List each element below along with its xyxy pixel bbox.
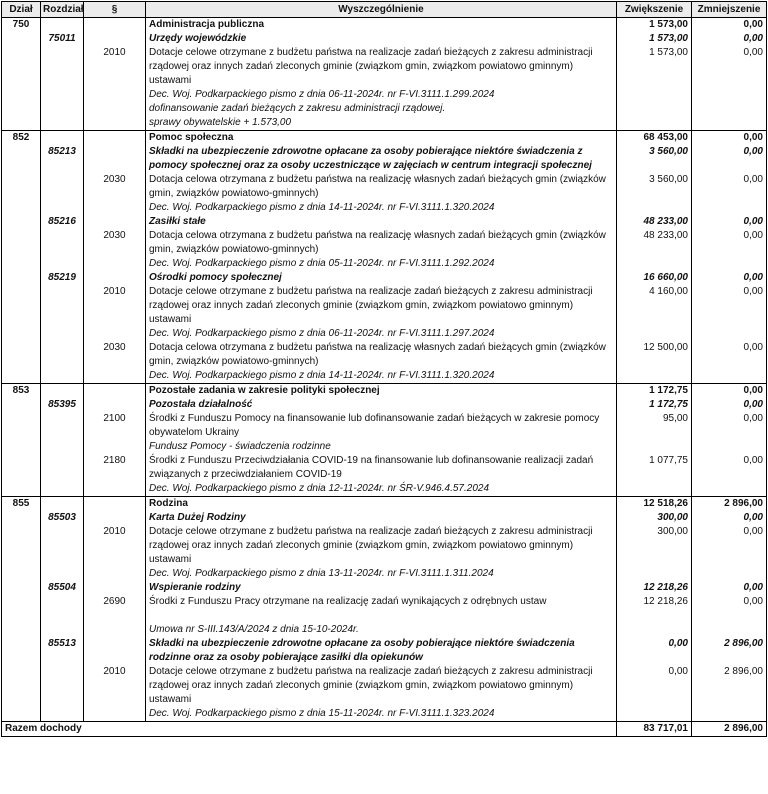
paragraf-row xyxy=(2,595,767,609)
paragraf-decrease: 0,00 xyxy=(692,454,767,482)
note-row xyxy=(2,369,767,384)
paragraf-code: 2180 xyxy=(84,454,146,482)
decrease-cell xyxy=(692,88,767,102)
rozdzial-cell xyxy=(41,665,84,707)
paragraf-decrease: 0,00 xyxy=(692,341,767,369)
rozdzial-cell xyxy=(41,102,84,116)
decrease-cell xyxy=(692,116,767,131)
dzial-cell xyxy=(2,511,41,525)
section-decrease: 0,00 xyxy=(692,18,767,33)
paragraf-cell xyxy=(84,271,146,285)
paragraf-cell xyxy=(84,131,146,146)
decision-note: Dec. Woj. Podkarpackiego pismo z dnia 12-11-2024r. nr ŚR-V.946.4.57.2024 xyxy=(146,482,617,497)
decision-note: Umowa nr S-III.143/A/2024 z dnia 15-10-2024r. xyxy=(146,623,617,637)
total-row xyxy=(2,722,767,737)
dzial-code: 853 xyxy=(2,384,41,399)
rozdzial-increase: 1 573,00 xyxy=(617,32,692,46)
decision-note: Dec. Woj. Podkarpackiego pismo z dnia 14-11-2024r. nr F-VI.3111.1.320.2024 xyxy=(146,369,617,384)
section-increase: 12 518,26 xyxy=(617,497,692,512)
rozdzial-decrease: 0,00 xyxy=(692,215,767,229)
dzial-cell xyxy=(2,665,41,707)
section-row xyxy=(2,497,767,512)
paragraf-cell xyxy=(84,609,146,623)
header-paragraf: § xyxy=(84,2,146,18)
paragraf-cell xyxy=(84,440,146,454)
dzial-cell xyxy=(2,623,41,637)
header-zwiekszenie: Zwiększenie xyxy=(617,2,692,18)
increase-cell xyxy=(617,567,692,581)
rozdzial-decrease: 2 896,00 xyxy=(692,637,767,665)
rozdzial-row xyxy=(2,145,767,173)
rozdzial-cell xyxy=(41,131,84,146)
decision-note: Dec. Woj. Podkarpackiego pismo z dnia 14-11-2024r. nr F-VI.3111.1.320.2024 xyxy=(146,201,617,215)
rozdzial-cell xyxy=(41,201,84,215)
paragraf-cell xyxy=(84,384,146,399)
increase-cell xyxy=(617,88,692,102)
increase-cell xyxy=(617,201,692,215)
dzial-cell xyxy=(2,707,41,722)
header-wyszczegolnienie: Wyszczególnienie xyxy=(146,2,617,18)
rozdzial-title: Wspieranie rodziny xyxy=(146,581,617,595)
rozdzial-cell xyxy=(41,285,84,327)
section-decrease: 2 896,00 xyxy=(692,497,767,512)
dzial-cell xyxy=(2,257,41,271)
note-row xyxy=(2,102,767,116)
section-increase: 1 172,75 xyxy=(617,384,692,399)
paragraf-row xyxy=(2,525,767,567)
paragraf-cell xyxy=(84,18,146,33)
dzial-cell xyxy=(2,173,41,201)
dzial-cell xyxy=(2,88,41,102)
paragraf-cell xyxy=(84,88,146,102)
section-row xyxy=(2,384,767,399)
dzial-cell xyxy=(2,327,41,341)
paragraf-cell xyxy=(84,145,146,173)
note-row xyxy=(2,482,767,497)
paragraf-row xyxy=(2,46,767,88)
increase-cell xyxy=(617,482,692,497)
dzial-code: 750 xyxy=(2,18,41,33)
section-decrease: 0,00 xyxy=(692,131,767,146)
paragraf-code: 2100 xyxy=(84,412,146,440)
note-row xyxy=(2,201,767,215)
table-body xyxy=(2,18,767,737)
increase-cell xyxy=(617,609,692,623)
paragraf-decrease: 2 896,00 xyxy=(692,665,767,707)
rozdzial-row xyxy=(2,215,767,229)
paragraf-increase: 300,00 xyxy=(617,525,692,567)
increase-cell xyxy=(617,369,692,384)
total-decrease: 2 896,00 xyxy=(692,722,767,737)
header-rozdzial: Rozdział xyxy=(41,2,84,18)
paragraf-cell xyxy=(84,32,146,46)
rozdzial-cell xyxy=(41,384,84,399)
dzial-cell xyxy=(2,215,41,229)
rozdzial-cell xyxy=(41,482,84,497)
rozdzial-title: Składki na ubezpieczenie zdrowotne opłacane za osoby pobierające niektóre świadczenia rodzinne oraz za osoby pobierające zasiłki dla opiekunów xyxy=(146,637,617,665)
rozdzial-title: Karta Dużej Rodziny xyxy=(146,511,617,525)
paragraf-cell xyxy=(84,511,146,525)
decrease-cell xyxy=(692,707,767,722)
rozdzial-cell xyxy=(41,567,84,581)
paragraf-code: 2030 xyxy=(84,173,146,201)
rozdzial-increase: 300,00 xyxy=(617,511,692,525)
paragraf-decrease: 0,00 xyxy=(692,595,767,609)
dzial-cell xyxy=(2,398,41,412)
paragraf-decrease: 0,00 xyxy=(692,525,767,567)
paragraf-row xyxy=(2,173,767,201)
rozdzial-increase: 16 660,00 xyxy=(617,271,692,285)
rozdzial-decrease: 0,00 xyxy=(692,271,767,285)
section-title: Pozostałe zadania w zakresie polityki społecznej xyxy=(146,384,617,399)
paragraf-description: Dotacja celowa otrzymana z budżetu państwa na realizację własnych zadań bieżących gmin (związków gmin, związków powiatowo-gminnych) xyxy=(146,229,617,257)
increase-cell xyxy=(617,623,692,637)
paragraf-code: 2010 xyxy=(84,665,146,707)
paragraf-row xyxy=(2,665,767,707)
decision-note: dofinansowanie zadań bieżących z zakresu administracji rządowej. xyxy=(146,102,617,116)
paragraf-decrease: 0,00 xyxy=(692,285,767,327)
rozdzial-title: Pozostała działalność xyxy=(146,398,617,412)
rozdzial-cell xyxy=(41,18,84,33)
paragraf-increase: 1 077,75 xyxy=(617,454,692,482)
rozdzial-code: 75011 xyxy=(41,32,84,46)
header-zmniejszenie: Zmniejszenie xyxy=(692,2,767,18)
increase-cell xyxy=(617,440,692,454)
paragraf-description: Środki z Funduszu Pracy otrzymane na realizację zadań wynikających z odrębnych ustaw xyxy=(146,595,617,609)
paragraf-increase: 48 233,00 xyxy=(617,229,692,257)
decrease-cell xyxy=(692,102,767,116)
rozdzial-cell xyxy=(41,707,84,722)
paragraf-increase: 4 160,00 xyxy=(617,285,692,327)
note-row xyxy=(2,327,767,341)
rozdzial-cell xyxy=(41,595,84,609)
rozdzial-decrease: 0,00 xyxy=(692,398,767,412)
decrease-cell xyxy=(692,257,767,271)
dzial-cell xyxy=(2,145,41,173)
decrease-cell xyxy=(692,440,767,454)
rozdzial-code: 85213 xyxy=(41,145,84,173)
rozdzial-title: Zasiłki stałe xyxy=(146,215,617,229)
rozdzial-title: Ośrodki pomocy społecznej xyxy=(146,271,617,285)
rozdzial-cell xyxy=(41,623,84,637)
rozdzial-code: 85513 xyxy=(41,637,84,665)
paragraf-description: Dotacje celowe otrzymane z budżetu państwa na realizacje zadań bieżących z zakresu administracji rządowej oraz innych zadań zleconych gminie (związkom gmin, związkom powiatowo gminnym) ustawami xyxy=(146,285,617,327)
increase-cell xyxy=(617,327,692,341)
note-row xyxy=(2,440,767,454)
decision-note: Fundusz Pomocy - świadczenia rodzinne xyxy=(146,440,617,454)
rozdzial-decrease: 0,00 xyxy=(692,511,767,525)
rozdzial-decrease: 0,00 xyxy=(692,145,767,173)
rozdzial-code: 85219 xyxy=(41,271,84,285)
increase-cell xyxy=(617,102,692,116)
note-row xyxy=(2,609,767,623)
decision-note: sprawy obywatelskie + 1.573,00 xyxy=(146,116,617,131)
dzial-cell xyxy=(2,341,41,369)
rozdzial-title: Składki na ubezpieczenie zdrowotne opłacane za osoby pobierające niektóre świadczenia z pomocy społecznej oraz za osoby uczestniczące w zajęciach w centrum integracji społecznej xyxy=(146,145,617,173)
rozdzial-cell xyxy=(41,88,84,102)
dzial-cell xyxy=(2,567,41,581)
section-title: Rodzina xyxy=(146,497,617,512)
decision-note: Dec. Woj. Podkarpackiego pismo z dnia 06-11-2024r. nr F-VI.3111.1.299.2024 xyxy=(146,88,617,102)
paragraf-increase: 12 500,00 xyxy=(617,341,692,369)
note-row xyxy=(2,623,767,637)
paragraf-description: Środki z Funduszu Pomocy na finansowanie lub dofinansowanie zadań bieżących w zakresie pomocy obywatelom Ukrainy xyxy=(146,412,617,440)
decrease-cell xyxy=(692,201,767,215)
section-title: Administracja publiczna xyxy=(146,18,617,33)
paragraf-cell xyxy=(84,327,146,341)
dzial-cell xyxy=(2,116,41,131)
paragraf-decrease: 0,00 xyxy=(692,412,767,440)
section-increase: 1 573,00 xyxy=(617,18,692,33)
paragraf-row xyxy=(2,285,767,327)
paragraf-increase: 3 560,00 xyxy=(617,173,692,201)
dzial-cell xyxy=(2,102,41,116)
rozdzial-code: 85216 xyxy=(41,215,84,229)
paragraf-row xyxy=(2,341,767,369)
rozdzial-code: 85395 xyxy=(41,398,84,412)
dzial-cell xyxy=(2,482,41,497)
rozdzial-decrease: 0,00 xyxy=(692,32,767,46)
rozdzial-row xyxy=(2,398,767,412)
rozdzial-cell xyxy=(41,369,84,384)
rozdzial-increase: 0,00 xyxy=(617,637,692,665)
paragraf-decrease: 0,00 xyxy=(692,229,767,257)
section-increase: 68 453,00 xyxy=(617,131,692,146)
rozdzial-cell xyxy=(41,525,84,567)
section-title: Pomoc społeczna xyxy=(146,131,617,146)
dzial-cell xyxy=(2,595,41,609)
total-label: Razem dochody xyxy=(2,722,617,737)
rozdzial-code: 85504 xyxy=(41,581,84,595)
rozdzial-cell xyxy=(41,497,84,512)
dzial-cell xyxy=(2,285,41,327)
note-row xyxy=(2,567,767,581)
paragraf-code: 2690 xyxy=(84,595,146,609)
paragraf-cell xyxy=(84,116,146,131)
rozdzial-decrease: 0,00 xyxy=(692,581,767,595)
decrease-cell xyxy=(692,369,767,384)
paragraf-increase: 0,00 xyxy=(617,665,692,707)
paragraf-code: 2010 xyxy=(84,46,146,88)
paragraf-cell xyxy=(84,497,146,512)
dzial-cell xyxy=(2,369,41,384)
decision-note xyxy=(146,609,617,623)
rozdzial-title: Urzędy wojewódzkie xyxy=(146,32,617,46)
paragraf-cell xyxy=(84,102,146,116)
paragraf-increase: 1 573,00 xyxy=(617,46,692,88)
total-increase: 83 717,01 xyxy=(617,722,692,737)
rozdzial-cell xyxy=(41,257,84,271)
decision-note: Dec. Woj. Podkarpackiego pismo z dnia 05-11-2024r. nr F-VI.3111.1.292.2024 xyxy=(146,257,617,271)
rozdzial-row xyxy=(2,581,767,595)
decision-note: Dec. Woj. Podkarpackiego pismo z dnia 06-11-2024r. nr F-VI.3111.1.297.2024 xyxy=(146,327,617,341)
paragraf-increase: 12 218,26 xyxy=(617,595,692,609)
paragraf-cell xyxy=(84,398,146,412)
rozdzial-cell xyxy=(41,412,84,440)
decrease-cell xyxy=(692,567,767,581)
paragraf-cell xyxy=(84,257,146,271)
rozdzial-cell xyxy=(41,327,84,341)
paragraf-decrease: 0,00 xyxy=(692,46,767,88)
rozdzial-cell xyxy=(41,440,84,454)
increase-cell xyxy=(617,257,692,271)
paragraf-code: 2030 xyxy=(84,341,146,369)
rozdzial-cell xyxy=(41,46,84,88)
section-decrease: 0,00 xyxy=(692,384,767,399)
dzial-cell xyxy=(2,201,41,215)
paragraf-description: Dotacje celowe otrzymane z budżetu państwa na realizacje zadań bieżących z zakresu administracji rządowej oraz innych zadań zleconych gminie (związkom gmin, związkom powiatowo gminnym) ustawami xyxy=(146,46,617,88)
dzial-cell xyxy=(2,440,41,454)
rozdzial-cell xyxy=(41,454,84,482)
rozdzial-row xyxy=(2,271,767,285)
note-row xyxy=(2,257,767,271)
rozdzial-cell xyxy=(41,341,84,369)
dzial-cell xyxy=(2,412,41,440)
paragraf-cell xyxy=(84,581,146,595)
paragraf-description: Środki z Funduszu Przeciwdziałania COVID-19 na finansowanie lub dofinansowanie realizacji zadań związanych z przeciwdziałaniem COVID-19 xyxy=(146,454,617,482)
rozdzial-row xyxy=(2,511,767,525)
rozdzial-code: 85503 xyxy=(41,511,84,525)
rozdzial-row xyxy=(2,637,767,665)
decision-note: Dec. Woj. Podkarpackiego pismo z dnia 13-11-2024r. nr F-VI.3111.1.311.2024 xyxy=(146,567,617,581)
paragraf-cell xyxy=(84,567,146,581)
dzial-code: 855 xyxy=(2,497,41,512)
paragraf-row xyxy=(2,229,767,257)
rozdzial-cell xyxy=(41,609,84,623)
decrease-cell xyxy=(692,609,767,623)
decision-note: Dec. Woj. Podkarpackiego pismo z dnia 15-11-2024r. nr F-VI.3111.1.323.2024 xyxy=(146,707,617,722)
dzial-cell xyxy=(2,581,41,595)
section-row xyxy=(2,18,767,33)
paragraf-row xyxy=(2,454,767,482)
paragraf-row xyxy=(2,412,767,440)
paragraf-decrease: 0,00 xyxy=(692,173,767,201)
rozdzial-increase: 48 233,00 xyxy=(617,215,692,229)
paragraf-cell xyxy=(84,201,146,215)
rozdzial-increase: 1 172,75 xyxy=(617,398,692,412)
rozdzial-cell xyxy=(41,229,84,257)
increase-cell xyxy=(617,707,692,722)
note-row xyxy=(2,116,767,131)
dzial-cell xyxy=(2,609,41,623)
paragraf-description: Dotacja celowa otrzymana z budżetu państwa na realizację własnych zadań bieżących gmin (związków gmin, związków powiatowo-gminnych) xyxy=(146,173,617,201)
decrease-cell xyxy=(692,482,767,497)
dzial-cell xyxy=(2,229,41,257)
section-row xyxy=(2,131,767,146)
rozdzial-row xyxy=(2,32,767,46)
header-dzial: Dział xyxy=(2,2,41,18)
paragraf-cell xyxy=(84,623,146,637)
paragraf-cell xyxy=(84,482,146,497)
decrease-cell xyxy=(692,623,767,637)
note-row xyxy=(2,707,767,722)
budget-table xyxy=(1,1,767,737)
dzial-cell xyxy=(2,454,41,482)
increase-cell xyxy=(617,116,692,131)
note-row xyxy=(2,88,767,102)
dzial-code: 852 xyxy=(2,131,41,146)
paragraf-increase: 95,00 xyxy=(617,412,692,440)
paragraf-cell xyxy=(84,637,146,665)
paragraf-description: Dotacje celowe otrzymane z budżetu państwa na realizacje zadań bieżących z zakresu administracji rządowej oraz innych zadań zleconych gminie (związkom gmin, związkom powiatowo gminnym) ustawami xyxy=(146,665,617,707)
paragraf-cell xyxy=(84,369,146,384)
rozdzial-increase: 12 218,26 xyxy=(617,581,692,595)
table-header-row xyxy=(2,2,767,18)
paragraf-cell xyxy=(84,707,146,722)
paragraf-cell xyxy=(84,215,146,229)
paragraf-description: Dotacje celowe otrzymane z budżetu państwa na realizacje zadań bieżących z zakresu administracji rządowej oraz innych zadań zleconych gminie (związkom gmin, związkom powiatowo gminnym) ustawami xyxy=(146,525,617,567)
paragraf-code: 2010 xyxy=(84,285,146,327)
decrease-cell xyxy=(692,327,767,341)
dzial-cell xyxy=(2,637,41,665)
dzial-cell xyxy=(2,46,41,88)
paragraf-code: 2030 xyxy=(84,229,146,257)
paragraf-code: 2010 xyxy=(84,525,146,567)
dzial-cell xyxy=(2,271,41,285)
rozdzial-increase: 3 560,00 xyxy=(617,145,692,173)
rozdzial-cell xyxy=(41,173,84,201)
rozdzial-cell xyxy=(41,116,84,131)
paragraf-description: Dotacja celowa otrzymana z budżetu państwa na realizację własnych zadań bieżących gmin (związków gmin, związków powiatowo-gminnych) xyxy=(146,341,617,369)
dzial-cell xyxy=(2,32,41,46)
dzial-cell xyxy=(2,525,41,567)
